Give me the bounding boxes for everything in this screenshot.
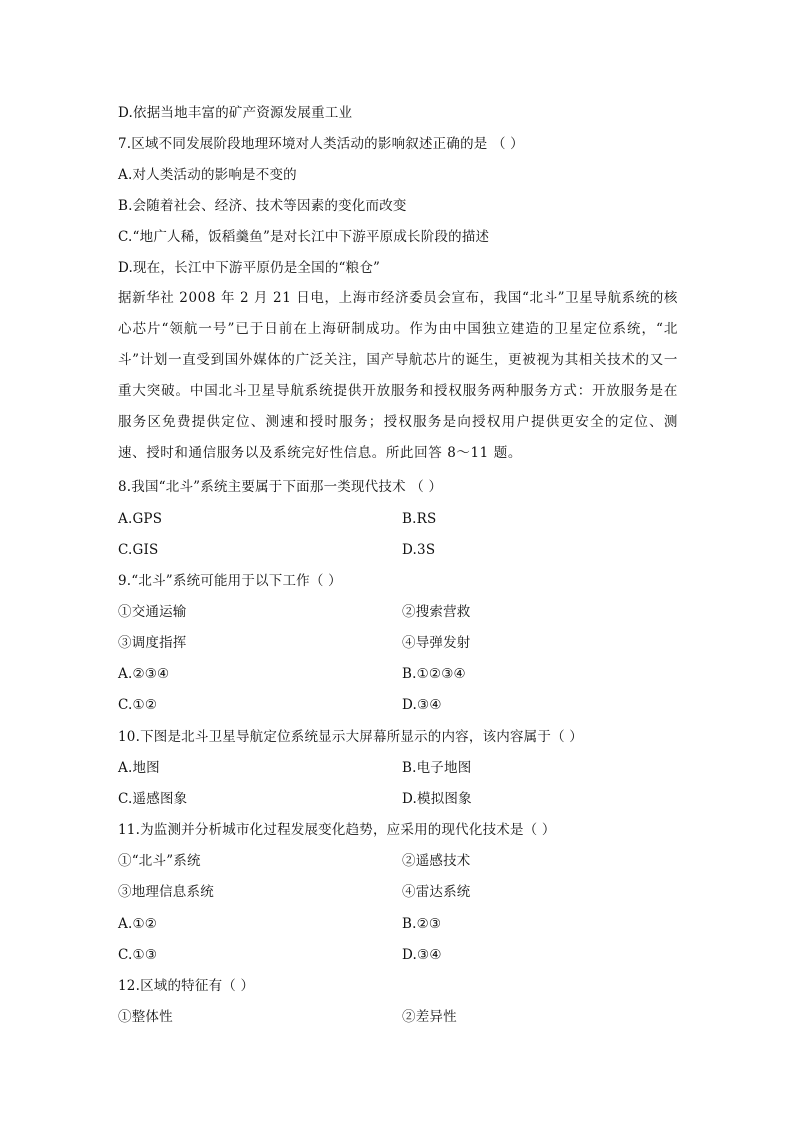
q11-item-4: ④雷达系统 — [402, 884, 471, 900]
q6-option-d: D.依据当地丰富的矿产资源发展重工业 — [118, 105, 353, 121]
q8-option-d: D.3S — [402, 542, 436, 558]
q11-option-d: D.③④ — [402, 947, 442, 963]
q9-item-3: ③调度指挥 — [118, 635, 187, 651]
q11-option-c: C.①③ — [118, 947, 158, 963]
q7-option-d: D.现在，长江中下游平原仍是全国的“粮仓” — [118, 260, 381, 276]
q12-item-1: ①整体性 — [118, 1009, 173, 1025]
q11-option-b: B.②③ — [402, 916, 442, 932]
q11-option-a: A.①② — [118, 916, 158, 932]
q10-option-c: C.遥感图象 — [118, 791, 188, 807]
q11-item-1: ①“北斗”系统 — [118, 853, 201, 869]
q10-option-d: D.模拟图象 — [402, 791, 472, 807]
q10-option-a: A.地图 — [118, 760, 160, 776]
q12-stem: 12.区域的特征有（ ） — [118, 978, 255, 994]
q8-option-c: C.GIS — [118, 542, 159, 558]
q7-option-c: C.“地广人稀，饭稻羹鱼”是对长江中下游平原成长阶段的描述 — [118, 229, 490, 245]
q11-item-2: ②遥感技术 — [402, 853, 471, 869]
q8-stem: 8.我国“北斗”系统主要属于下面那一类现代技术 （ ） — [118, 479, 443, 495]
q11-item-3: ③地理信息系统 — [118, 884, 214, 900]
q9-option-c: C.①② — [118, 697, 158, 713]
q7-option-a: A.对人类活动的影响是不变的 — [118, 167, 297, 183]
q12-item-2: ②差异性 — [402, 1009, 457, 1025]
q7-option-b: B.会随着社会、经济、技术等因素的变化而改变 — [118, 198, 407, 214]
q11-stem: 11.为监测并分析城市化过程发展变化趋势，应采用的现代化技术是（ ） — [118, 822, 556, 838]
reading-passage: 据新华社 2008 年 2 月 21 日电，上海市经济委员会宣布，我国“北斗”卫星导航系统的核心芯片“领航一号”已于日前在上海研制成功。作为由中国独立建造的卫星定位系统，“北斗”计划一直受到国外媒体的广泛关注，国产导航芯片的诞生，更被视为其相关技术的又一重大突破。中国北斗卫星导航系统提供开放服务和授权服务两种服务方式：开放服务是在服务区免费提供定位、测速和授时服务；授权服务是向授权用户提供更安全的定位、测速、授时和通信服务以及系统完好性信息。所此回答 8～11 题。 — [118, 290, 678, 461]
q8-option-a: A.GPS — [118, 511, 163, 527]
q9-item-1: ①交通运输 — [118, 604, 187, 620]
q8-option-b: B.RS — [402, 511, 437, 527]
q9-item-2: ②搜索营救 — [402, 604, 471, 620]
q9-stem: 9.“北斗”系统可能用于以下工作（ ） — [118, 573, 342, 589]
q9-item-4: ④导弹发射 — [402, 635, 471, 651]
q10-stem: 10.下图是北斗卫星导航定位系统显示大屏幕所显示的内容，该内容属于（ ） — [118, 729, 583, 745]
q9-option-d: D.③④ — [402, 697, 442, 713]
q7-stem: 7.区域不同发展阶段地理环境对人类活动的影响叙述正确的是 （ ） — [118, 136, 524, 152]
q9-option-a: A.②③④ — [118, 666, 170, 682]
q9-option-b: B.①②③④ — [402, 666, 466, 682]
q10-option-b: B.电子地图 — [402, 760, 472, 776]
